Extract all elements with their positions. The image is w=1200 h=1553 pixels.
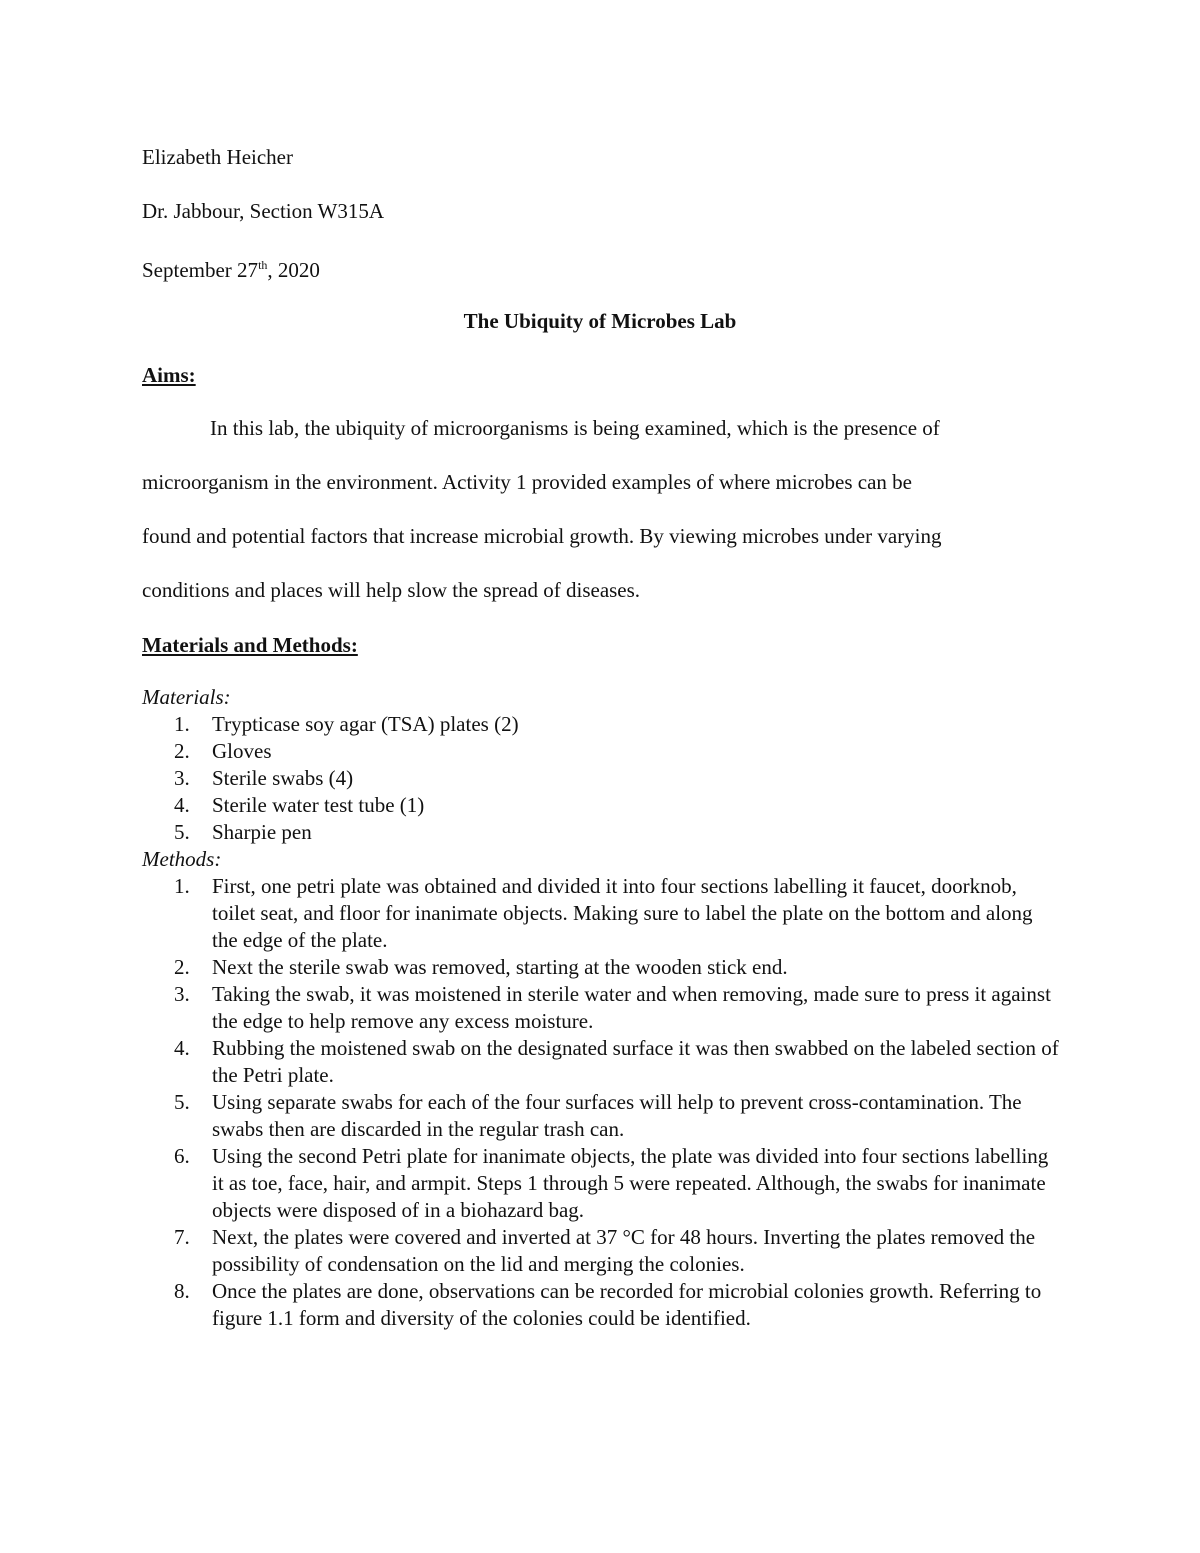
list-item (142, 765, 1062, 792)
item-text: Sterile swabs (4) (212, 766, 354, 790)
author-name: Elizabeth Heicher (142, 145, 293, 169)
date-suffix: , 2020 (267, 258, 320, 282)
aims-line: conditions and places will help slow the spread of diseases. (142, 578, 641, 602)
item-text: Using the second Petri plate for inanimate objects, the plate was divided into four sections labelling it as toe, face, hair, and armpit. Steps 1 through 5 were repeated. Although, the swabs for inanimate objects were disposed of in a biohazard bag. (212, 1144, 1049, 1222)
item-number: 4. (174, 793, 190, 817)
submission-date (142, 252, 320, 283)
list-item (142, 981, 1062, 1035)
item-number: 4. (174, 1036, 190, 1060)
methods-list (142, 873, 1062, 1332)
list-item (142, 873, 1062, 954)
item-number: 5. (174, 820, 190, 844)
list-item (142, 1224, 1062, 1278)
aims-line: found and potential factors that increase microbial growth. By viewing microbes under varying (142, 524, 942, 548)
aims-line: microorganism in the environment. Activity 1 provided examples of where microbes can be (142, 470, 912, 494)
item-number: 1. (174, 712, 190, 736)
item-number: 2. (174, 739, 190, 763)
list-item (142, 954, 1062, 981)
item-number: 2. (174, 955, 190, 979)
item-number: 1. (174, 874, 190, 898)
list-item (142, 711, 1062, 738)
date-superscript: th (258, 258, 268, 272)
item-number: 6. (174, 1144, 190, 1168)
item-number: 3. (174, 766, 190, 790)
item-text: Sterile water test tube (1) (212, 793, 425, 817)
methods-label: Methods: (142, 847, 222, 871)
materials-methods-heading: Materials and Methods: (142, 633, 358, 657)
item-number: 3. (174, 982, 190, 1006)
item-number: 8. (174, 1279, 190, 1303)
materials-label: Materials: (142, 685, 231, 709)
list-item (142, 819, 1062, 846)
date-prefix: September 27 (142, 258, 259, 282)
item-text: Sharpie pen (212, 820, 312, 844)
item-text: Using separate swabs for each of the four surfaces will help to prevent cross-contamination. The swabs then are discarded in the regular trash can. (212, 1090, 1022, 1141)
item-text: Rubbing the moistened swab on the designated surface it was then swabbed on the labeled section of the Petri plate. (212, 1036, 1059, 1087)
item-text: Gloves (212, 739, 272, 763)
aims-heading: Aims: (142, 363, 196, 387)
list-item (142, 738, 1062, 765)
materials-list (142, 711, 1062, 846)
list-item (142, 1278, 1062, 1332)
item-text: Once the plates are done, observations can be recorded for microbial colonies growth. Referring to figure 1.1 form and diversity of the colonies could be identified. (212, 1279, 1042, 1330)
item-number: 7. (174, 1225, 190, 1249)
item-text: Next the sterile swab was removed, starting at the wooden stick end. (212, 955, 788, 979)
list-item (142, 1035, 1062, 1089)
list-item (142, 1143, 1062, 1224)
instructor-section: Dr. Jabbour, Section W315A (142, 199, 384, 223)
aims-line: In this lab, the ubiquity of microorganisms is being examined, which is the presence of (210, 416, 940, 440)
list-item (142, 792, 1062, 819)
item-text: First, one petri plate was obtained and divided it into four sections labelling it faucet, doorknob, toilet seat, and floor for inanimate objects. Making sure to label the plate on the bottom and along the edge of the plate. (212, 874, 1033, 952)
aims-paragraph (142, 415, 1042, 631)
list-item (142, 1089, 1062, 1143)
item-text: Trypticase soy agar (TSA) plates (2) (212, 712, 519, 736)
document-title: The Ubiquity of Microbes Lab (463, 309, 737, 333)
item-text: Next, the plates were covered and inverted at 37 °C for 48 hours. Inverting the plates removed the possibility of condensation on the lid and merging the colonies. (212, 1225, 1036, 1276)
item-number: 5. (174, 1090, 190, 1114)
item-text: Taking the swab, it was moistened in sterile water and when removing, made sure to press it against the edge to help remove any excess moisture. (212, 982, 1051, 1033)
